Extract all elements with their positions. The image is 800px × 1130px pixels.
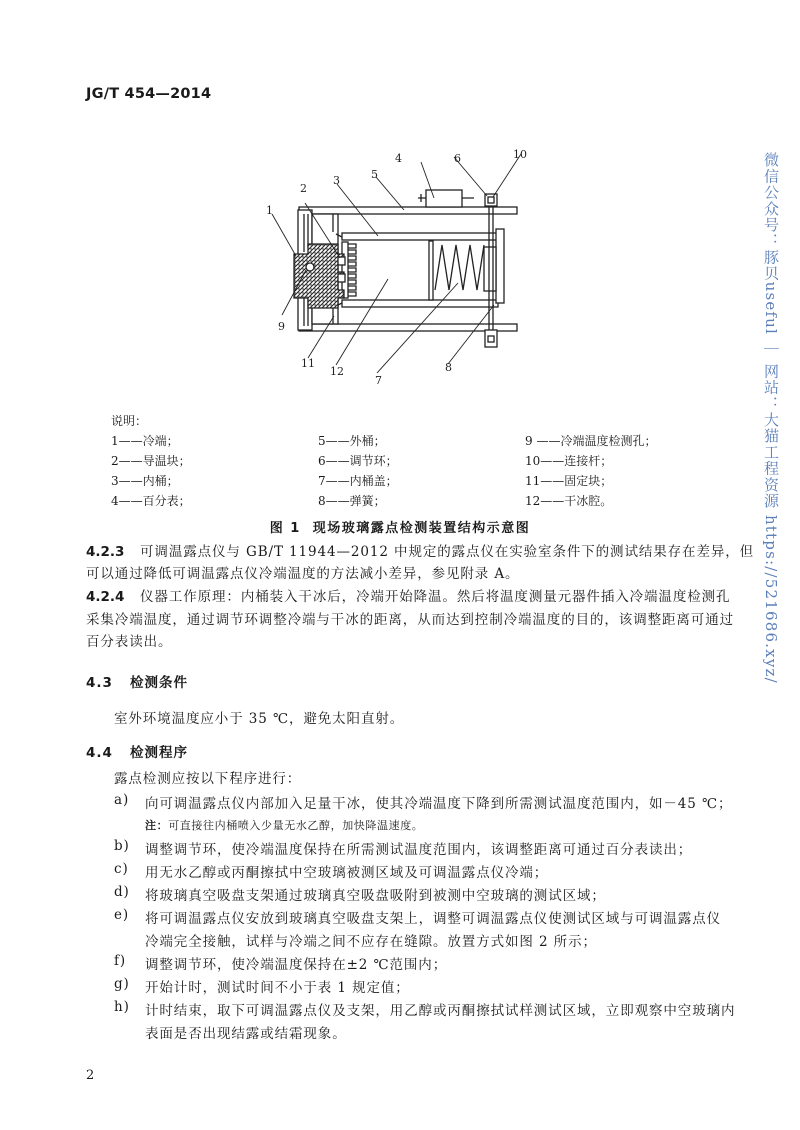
figure-number: 图 1 [269, 521, 301, 536]
legend-item-3: 3——内桶； [111, 474, 179, 488]
standard-code-header: JG/T 454—2014 [86, 86, 212, 102]
procedure-step-e-cont: 冷端完全接触，试样与冷端之间不应存在缝隙。放置方式如图 2 所示； [145, 934, 597, 950]
callout-4: 4 [395, 152, 402, 165]
callout-10: 10 [513, 148, 527, 161]
callout-6: 6 [454, 152, 461, 165]
procedure-step-e: e) 将可调温露点仪安放到玻璃真空吸盘支架上，调整可调温露点仪使测试区域与可调温露点仪 [114, 907, 721, 927]
procedure-step-a: a) 向可调温露点仪内部加入足量干冰，使其冷端温度下降到所需测试温度范围内，如－45 ℃； [114, 792, 733, 812]
legend-item-10: 10——连接杆； [525, 454, 613, 468]
callout-5: 5 [371, 168, 378, 181]
section-4-3-body: 室外环境温度应小于 35 ℃，避免太阳直射。 [114, 711, 405, 727]
vertical-watermark: 微信公众号：豚贝useful ｜ 网站：大猫工程资源 https://521686.xyz/ [762, 152, 780, 684]
legend-item-1: 1——冷端； [111, 434, 179, 448]
legend-item-12: 12——干冰腔。 [525, 494, 613, 508]
procedure-step-g: g) 开始计时，测试时间不小于表 1 规定值； [114, 976, 410, 996]
page-number: 2 [86, 1068, 95, 1083]
clause-4-2-4-line2: 采集冷端温度，通过调节环调整冷端与干冰的距离，从而达到控制冷端温度的目的，该调整距离可通过 [86, 612, 734, 628]
dew-point-device-schematic [258, 140, 558, 390]
callout-1: 1 [266, 204, 273, 217]
clause-number: 4.2.4 [86, 589, 125, 605]
figure-1-diagram [258, 140, 558, 390]
legend-item-6: 6——调节环； [318, 454, 398, 468]
legend-item-9: 9 ——冷端温度检测孔； [525, 434, 657, 448]
legend-item-11: 11——固定块； [525, 474, 613, 488]
section-4-3-heading: 4.3 检测条件 [86, 675, 189, 691]
callout-8: 8 [445, 361, 452, 374]
figure-title: 现场玻璃露点检测装置结构示意图 [312, 521, 531, 536]
legend-item-2: 2——导温块； [111, 454, 191, 468]
procedure-step-c: c) 用无水乙醇或丙酮擦拭中空玻璃被测区域及可调温露点仪冷端； [114, 861, 549, 881]
procedure-step-h-cont: 表面是否出现结露或结霜现象。 [145, 1026, 347, 1042]
callout-7: 7 [375, 374, 382, 387]
legend-item-8: 8——弹簧； [318, 494, 386, 508]
legend-item-7: 7——内桶盖； [318, 474, 398, 488]
legend-item-5: 5——外桶； [318, 434, 386, 448]
section-4-4-heading: 4.4 检测程序 [86, 745, 189, 761]
procedure-step-f: f) 调整调节环，使冷端温度保持在±2 ℃范围内； [114, 953, 448, 973]
callout-12: 12 [330, 365, 344, 378]
clause-number: 4.2.3 [86, 544, 125, 560]
legend-item-4: 4——百分表； [111, 494, 191, 508]
procedure-step-b: b) 调整调节环，使冷端温度保持在所需测试温度范围内，该调整距离可通过百分表读出； [114, 838, 693, 858]
figure-caption [0, 517, 800, 536]
callout-2: 2 [300, 182, 307, 195]
procedure-step-h: h) 计时结束，取下可调温露点仪及支架，用乙醇或丙酮擦拭试样测试区域，立即观察中空玻璃内 [114, 999, 736, 1019]
procedure-note: 注：可直接往内桶喷入少量无水乙醇，加快降温速度。 [145, 819, 424, 832]
procedure-step-d: d) 将玻璃真空吸盘支架通过玻璃真空吸盘吸附到被测中空玻璃的测试区域； [114, 884, 606, 904]
legend-title: 说明： [111, 414, 148, 428]
clause-4-2-4-line1: 4.2.4 仪器工作原理：内桶装入干冰后，冷端开始降温。然后将温度测量元器件插入冷端温度检测孔 [86, 589, 731, 605]
section-4-4-intro: 露点检测应按以下程序进行： [114, 771, 302, 787]
callout-3: 3 [333, 174, 340, 187]
clause-4-2-3-line1: 4.2.3 可调温露点仪与 GB/T 11944—2012 中规定的露点仪在实验室条件下的测试结果存在差异，但 [86, 544, 755, 560]
clause-4-2-3-line2: 可以通过降低可调温露点仪冷端温度的方法减小差异，参见附录 A。 [86, 566, 520, 582]
callout-9: 9 [278, 320, 285, 333]
clause-4-2-4-line3: 百分表读出。 [86, 634, 173, 650]
callout-11: 11 [301, 357, 315, 370]
